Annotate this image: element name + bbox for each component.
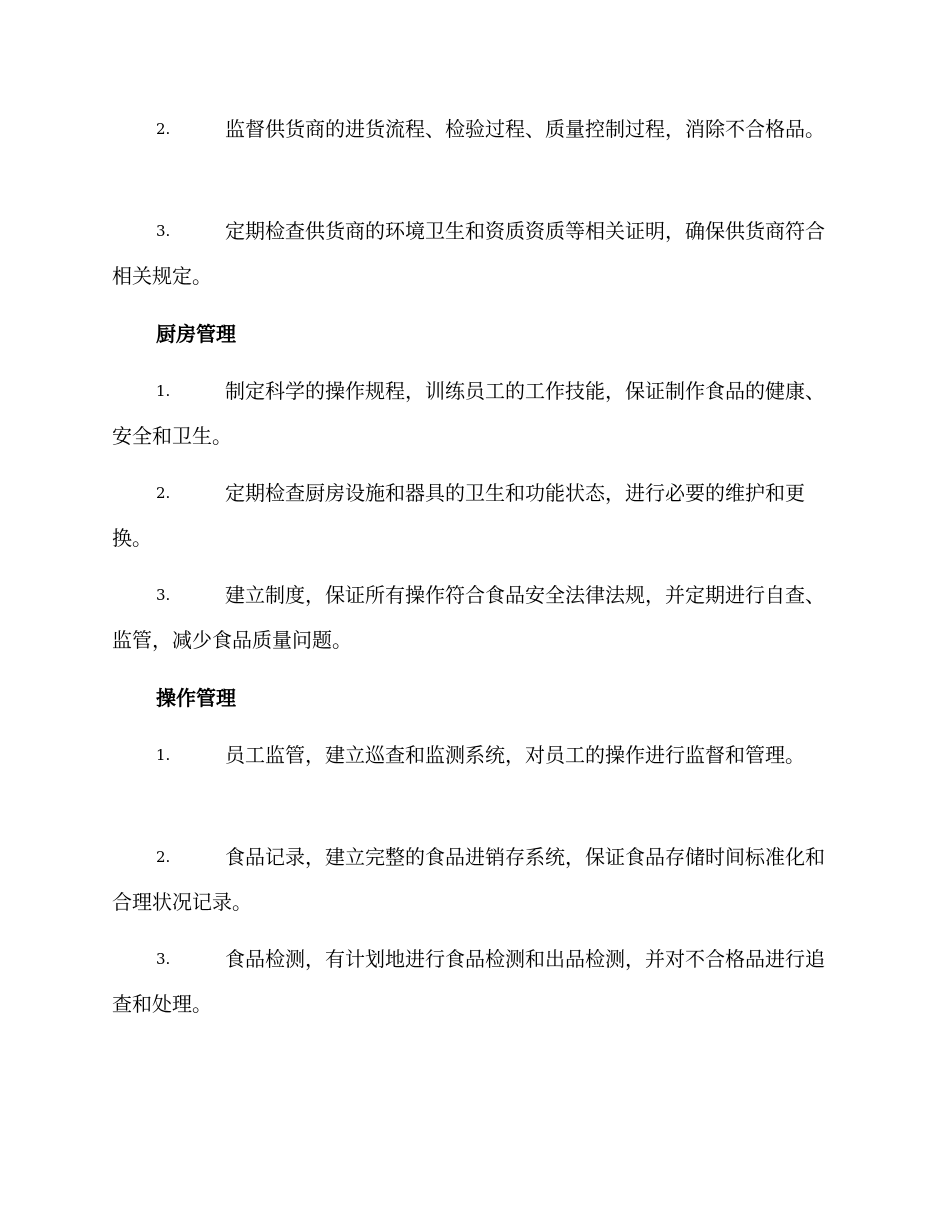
list-text: 食品检测，有计划地进行食品检测和出品检测，并对不合格品进行追查和处理。 bbox=[112, 947, 825, 1016]
list-text: 员工监管，建立巡查和监测系统，对员工的操作进行监督和管理。 bbox=[225, 743, 805, 767]
list-text: 食品记录，建立完整的食品进销存系统，保证食品存储时间标准化和合理状况记录。 bbox=[112, 845, 825, 914]
list-number: 3. bbox=[156, 586, 171, 604]
list-item bbox=[112, 471, 840, 561]
list-number: 3. bbox=[156, 222, 171, 240]
section-heading: 操作管理 bbox=[156, 686, 236, 710]
list-item bbox=[112, 573, 840, 663]
list-text: 监督供货商的进货流程、检验过程、质量控制过程，消除不合格品。 bbox=[225, 117, 825, 141]
list-number: 2. bbox=[156, 120, 171, 138]
list-number: 1. bbox=[156, 746, 171, 764]
list-text: 制定科学的操作规程，训练员工的工作技能，保证制作食品的健康、安全和卫生。 bbox=[112, 379, 825, 448]
list-number: 1. bbox=[156, 382, 171, 400]
list-item bbox=[112, 107, 840, 152]
section-heading: 厨房管理 bbox=[156, 322, 236, 346]
list-text: 建立制度，保证所有操作符合食品安全法律法规，并定期进行自查、监管，减少食品质量问题。 bbox=[112, 583, 825, 652]
list-number: 2. bbox=[156, 848, 171, 866]
list-item bbox=[112, 835, 840, 925]
list-text: 定期检查供货商的环境卫生和资质资质等相关证明，确保供货商符合相关规定。 bbox=[112, 219, 825, 288]
list-item bbox=[112, 209, 840, 299]
list-number: 2. bbox=[156, 484, 171, 502]
list-item bbox=[112, 369, 840, 459]
list-item bbox=[112, 937, 840, 1027]
list-number: 3. bbox=[156, 950, 171, 968]
list-text: 定期检查厨房设施和器具的卫生和功能状态，进行必要的维护和更换。 bbox=[112, 481, 805, 550]
list-item bbox=[112, 733, 840, 778]
